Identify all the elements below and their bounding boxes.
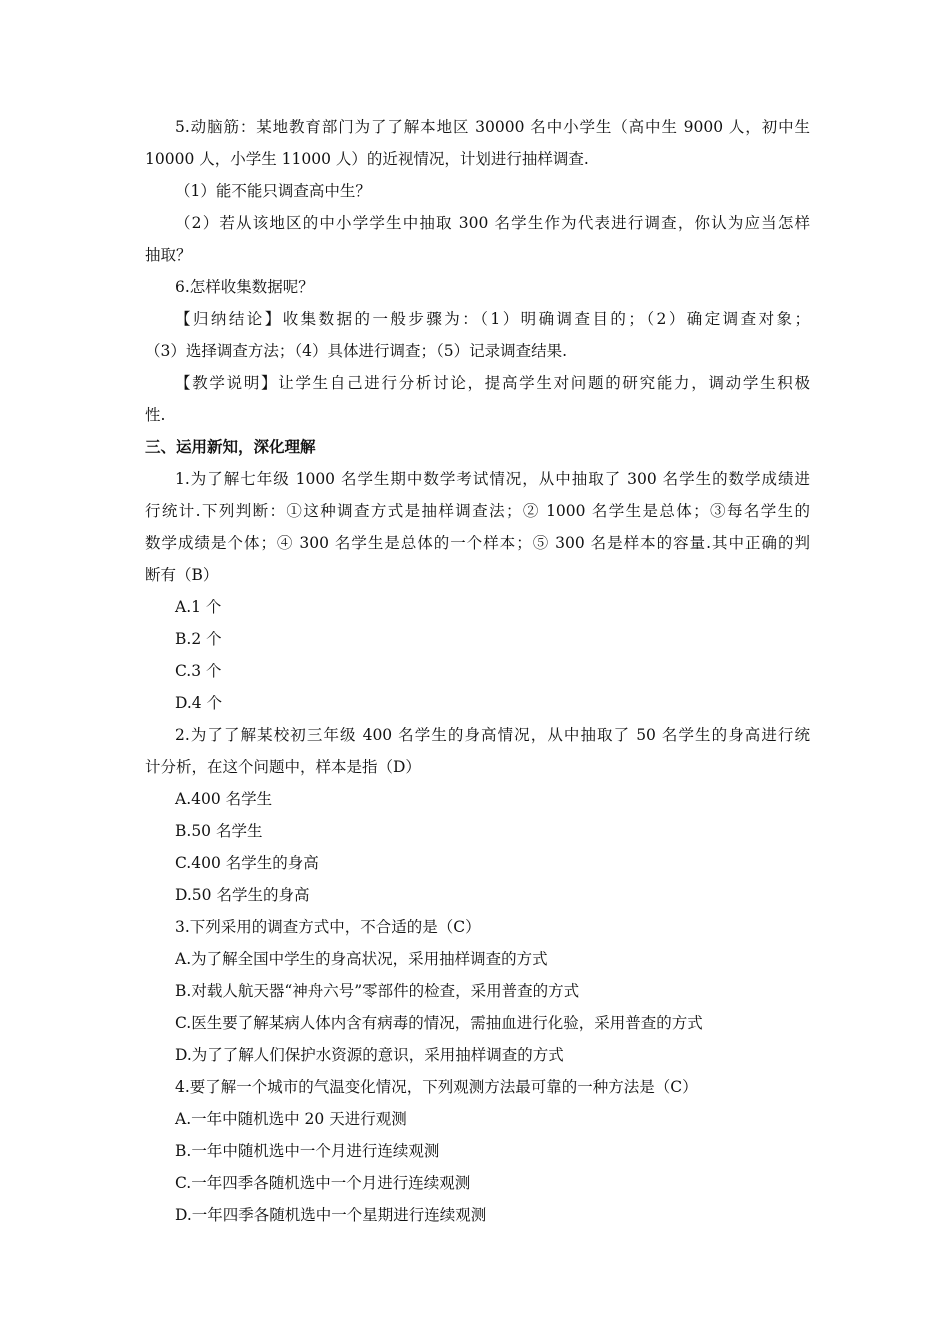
ex3-option-c: C.医生要了解某病人体内含有病毒的情况，需抽血进行化验，采用普查的方式 [175, 1014, 703, 1032]
ex3-option-b: B.对载人航天器“神舟六号”零部件的检查，采用普查的方式 [175, 982, 580, 1000]
ex4-option-a: A.一年中随机选中 20 天进行观测 [175, 1110, 407, 1128]
q5-sub1: （1）能不能只调查高中生？ [175, 182, 371, 200]
ex1-option-c: C.3 个 [175, 662, 222, 680]
ex4-option-d: D.一年四季各随机选中一个星期进行连续观测 [175, 1206, 487, 1224]
q6: 6.怎样收集数据呢？ [175, 278, 314, 296]
q5-sub2-line-1: （2）若从该地区的中小学学生中抽取 300 名学生作为代表进行调查，你认为应当怎样 [175, 214, 810, 232]
ex4-option-b: B.一年中随机选中一个月进行连续观测 [175, 1142, 440, 1160]
ex2-option-a: A.400 名学生 [175, 790, 273, 808]
conclusion-line-2: （3）选择调查方法；（4）具体进行调查；（5）记录调查结果. [145, 342, 568, 360]
ex2-line-1: 2.为了了解某校初三年级 400 名学生的身高情况，从中抽取了 50 名学生的身高进行统 [175, 726, 810, 744]
conclusion-line-1: 【归纳结论】收集数据的一般步骤为：（1）明确调查目的；（2）确定调查对象； [175, 310, 810, 328]
ex2-line-2: 计分析，在这个问题中，样本是指（D） [145, 758, 421, 776]
ex1-option-a: A.1 个 [175, 598, 222, 616]
ex1-line-4: 断有（B） [145, 566, 219, 584]
ex1-option-d: D.4 个 [175, 694, 223, 712]
teaching-note-line-1: 【教学说明】让学生自己进行分析讨论，提高学生对问题的研究能力，调动学生积极 [175, 374, 810, 392]
ex4-option-c: C.一年四季各随机选中一个月进行连续观测 [175, 1174, 471, 1192]
ex2-option-d: D.50 名学生的身高 [175, 886, 310, 904]
q5-line-2: 10000 人，小学生 11000 人）的近视情况，计划进行抽样调查. [145, 150, 589, 168]
ex1-line-3: 数学成绩是个体；④ 300 名学生是总体的一个样本；⑤ 300 名是样本的容量.其中正确的判 [145, 534, 810, 552]
q5-sub2-line-2: 抽取？ [145, 246, 192, 264]
teaching-note-line-2: 性. [145, 406, 166, 424]
ex2-option-c: C.400 名学生的身高 [175, 854, 319, 872]
section-heading: 三、运用新知，深化理解 [145, 438, 316, 456]
ex3-question: 3.下列采用的调查方式中，不合适的是（C） [175, 918, 481, 936]
ex1-line-1: 1.为了解七年级 1000 名学生期中数学考试情况，从中抽取了 300 名学生的数学成绩进 [175, 470, 810, 488]
ex1-line-2: 行统计.下列判断：①这种调查方式是抽样调查法；② 1000 名学生是总体；③每名学生的 [145, 502, 810, 520]
ex3-option-d: D.为了了解人们保护水资源的意识，采用抽样调查的方式 [175, 1046, 564, 1064]
ex4-question: 4.要了解一个城市的气温变化情况，下列观测方法最可靠的一种方法是（C） [175, 1078, 698, 1096]
q5-line-1: 5.动脑筋：某地教育部门为了了解本地区 30000 名中小学生（高中生 9000 人，初中生 [175, 118, 810, 136]
ex2-option-b: B.50 名学生 [175, 822, 263, 840]
ex3-option-a: A.为了解全国中学生的身高状况，采用抽样调查的方式 [175, 950, 548, 968]
ex1-option-b: B.2 个 [175, 630, 222, 648]
